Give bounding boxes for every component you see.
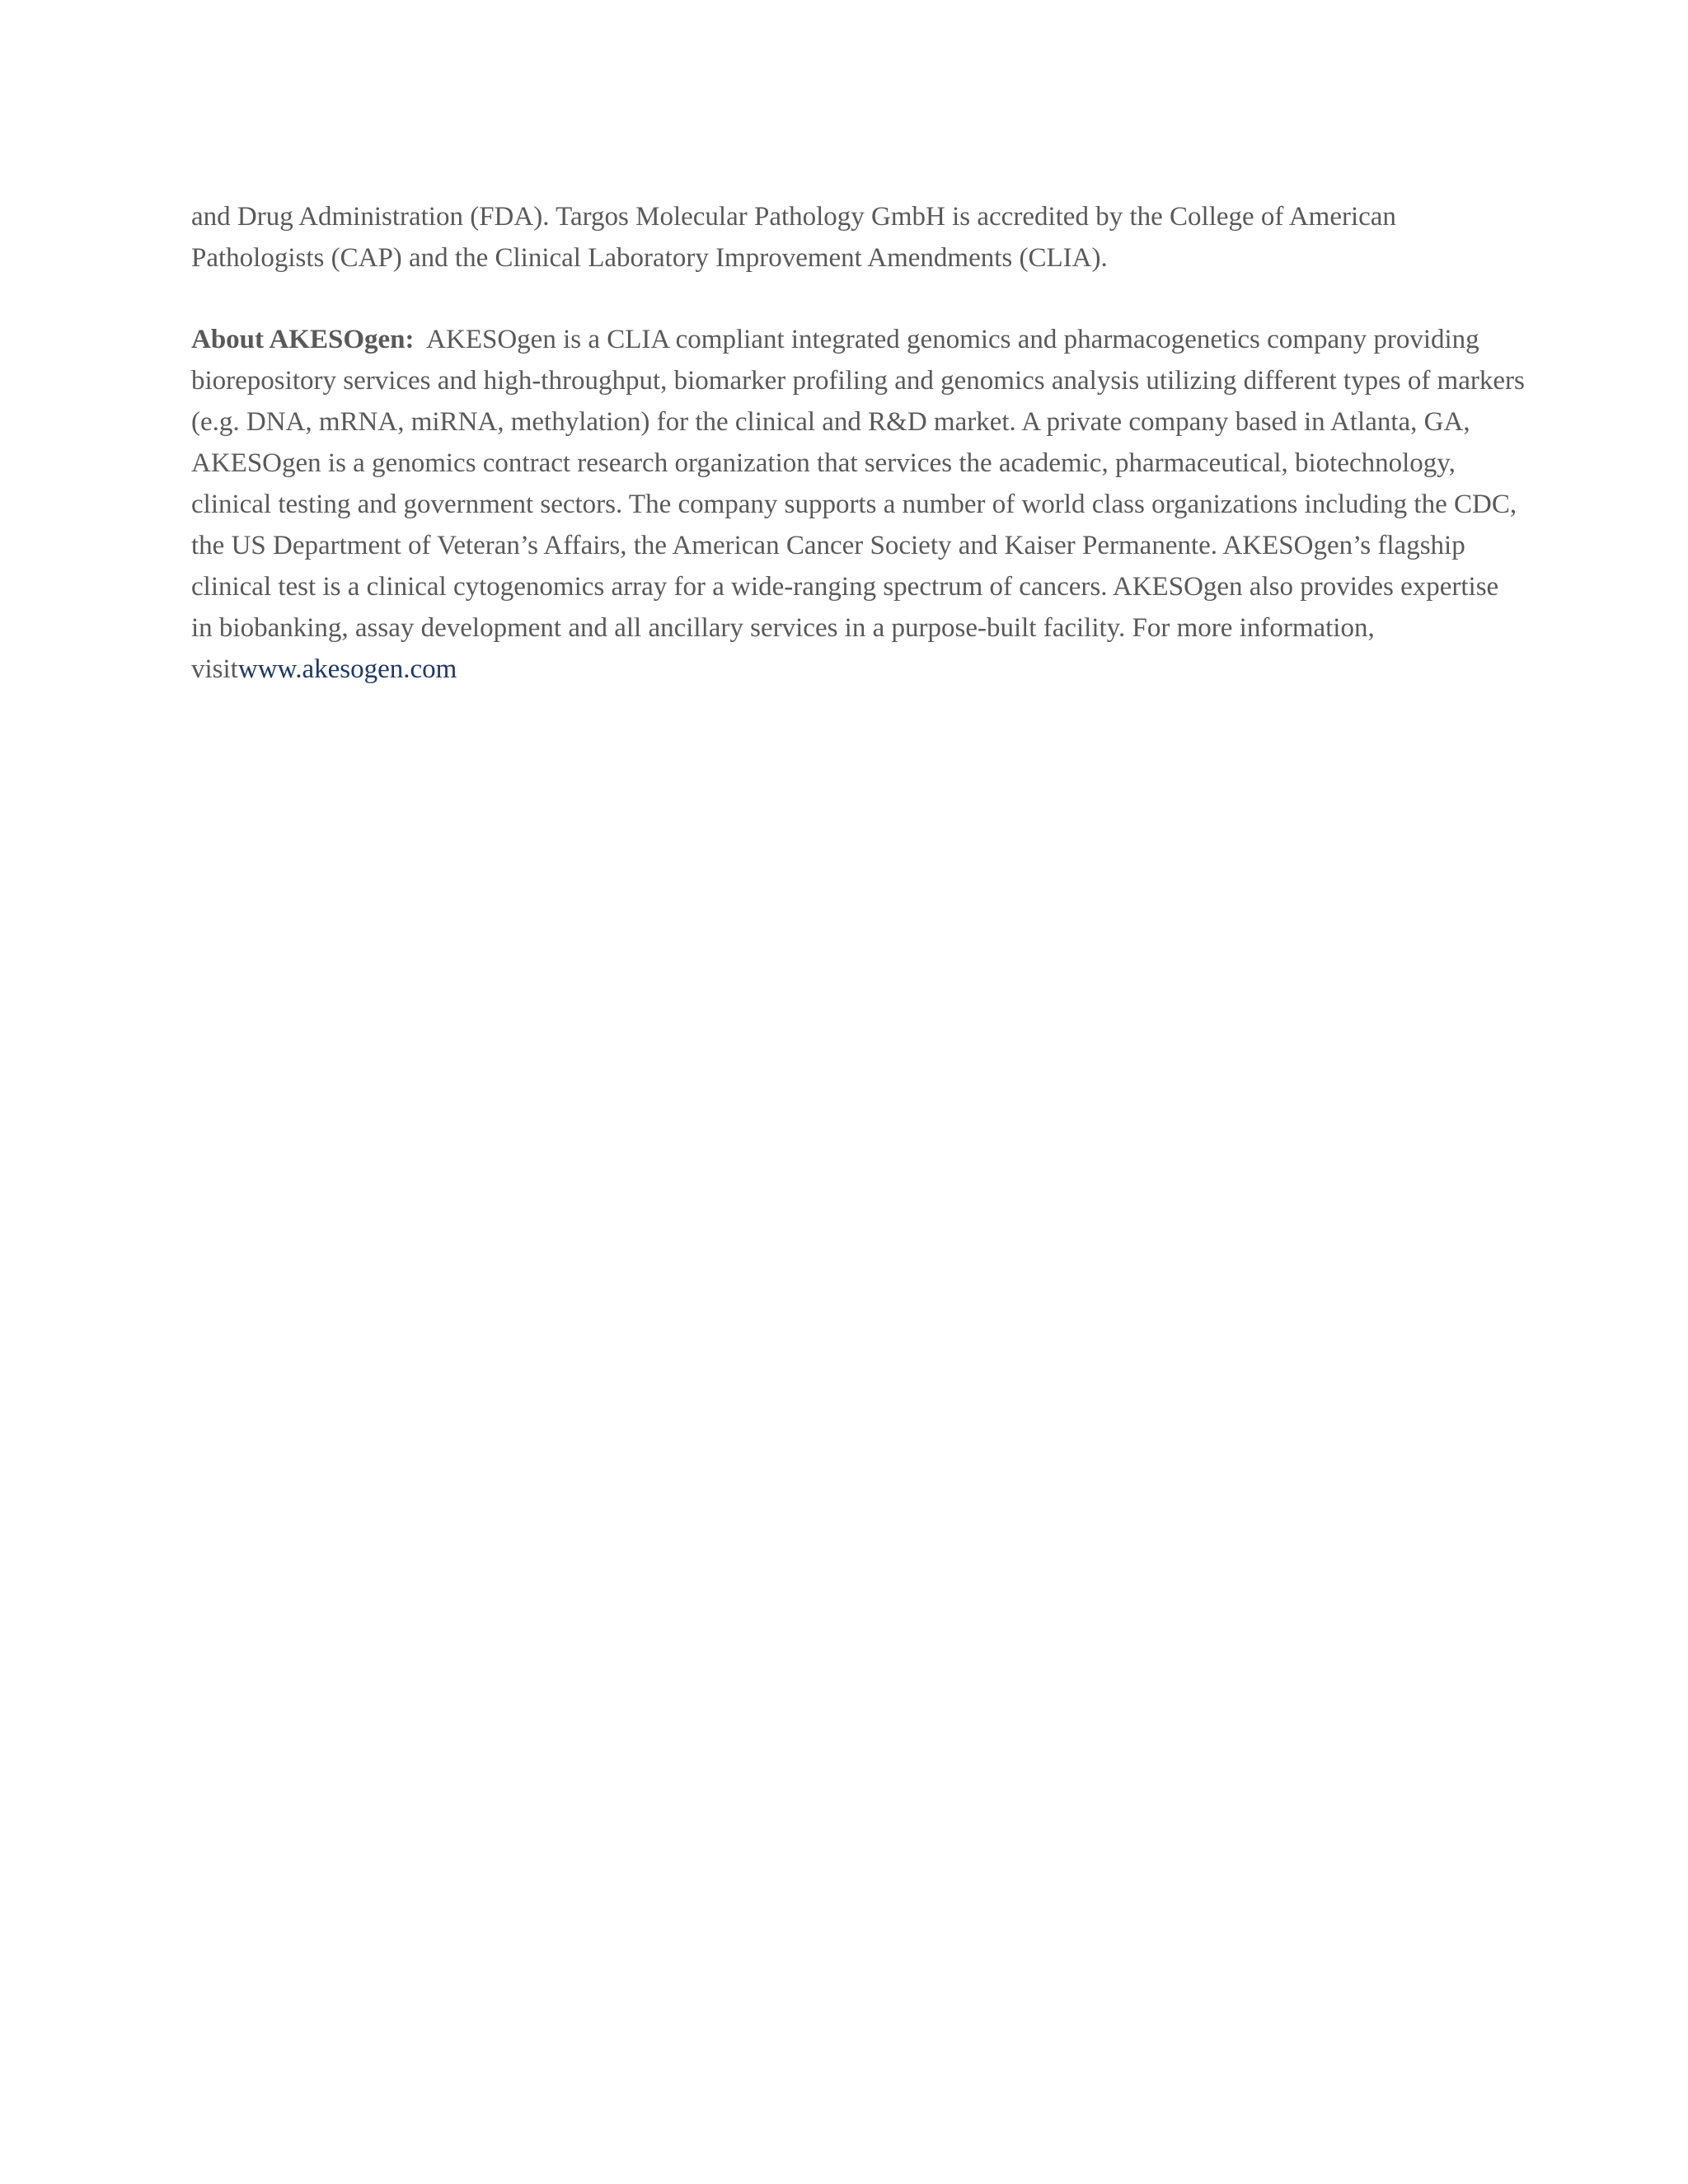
paragraph-about-akesogen [191,319,1526,690]
paragraph-fda-accreditation: and Drug Administration (FDA). Targos Molecular Pathology GmbH is accredited by the College of American Pathologists (CAP) and the Clinical Laboratory Improvement Amendments (CLIA). [191,202,1396,273]
about-heading: About AKESOgen: [191,325,415,354]
about-body-text: AKESOgen is a CLIA compliant integrated genomics and pharmacogenetics company providing biorepository services and high-throughput, biomarker profiling and genomics analysis utilizing different types of markers (e.g. DNA, mRNA, miRNA, methylation) for the clinical and R&D market. A private company based in Atlanta, GA, AKESOgen is a genomics contract research organization that services the academic, pharmaceutical, biotechnology, clinical testing and government sectors. The company supports a number of world class organizations including the CDC, the US Department of Veteran’s Affairs, the American Cancer Society and Kaiser Permanente. AKESOgen’s flagship clinical test is a clinical cytogenomics array for a wide-ranging spectrum of cancers. AKESOgen also provides expertise in biobanking, assay development and all ancillary services in a purpose-built facility. For more information, visit [191,325,1525,684]
document-body [191,196,1526,690]
akesogen-website-link[interactable]: www.akesogen.com [237,654,457,684]
